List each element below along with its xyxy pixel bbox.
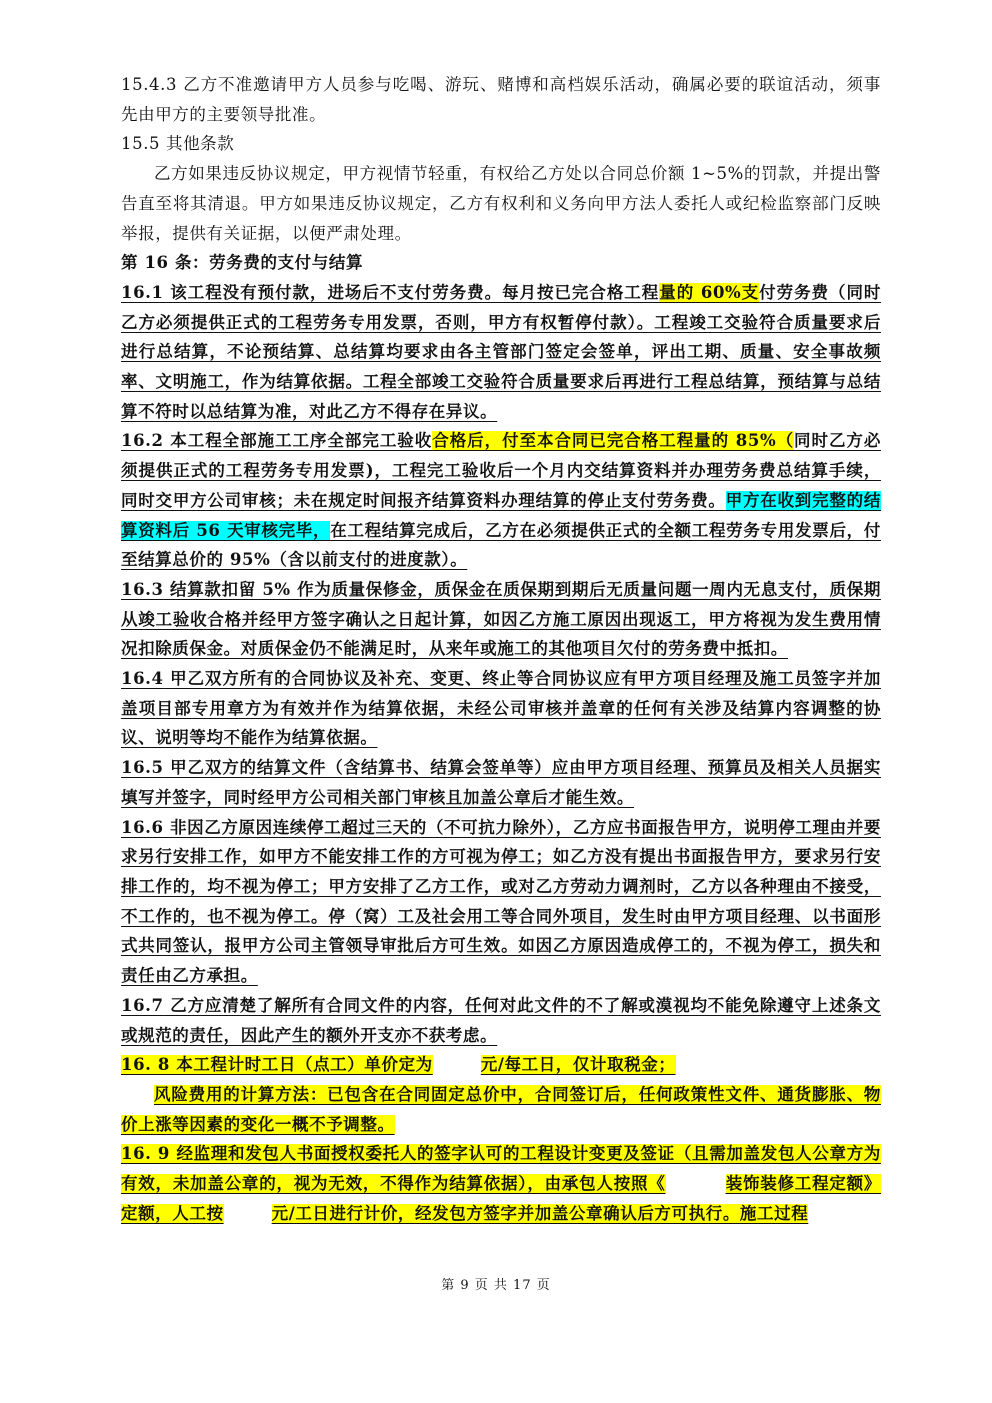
- clause-16-1-text-a: 16.1 该工程没有预付款，进场后不支付劳务费。每月按已完合格工程: [121, 282, 660, 302]
- article-16-title: 第 16 条：劳务费的支付与结算: [121, 253, 364, 273]
- clause-16-4-number: 16.4: [121, 669, 164, 689]
- clause-16-5-text: 甲乙双方的结算文件（含结算书、结算会签单等）应由甲方项目经理、预算员及相关人员据实填写并签字，同时经甲方公司相关部门审核且加盖公章后才能生效。: [121, 758, 881, 807]
- clause-16-8-text-b: 元/每工日，仅计取税金；: [480, 1055, 676, 1075]
- clause-16-2-text-c: 在工程结算完成后，乙方在必须提供正式的全额工程劳务专用发票后，付至结算总价的 95%（含以前支付的进度款）。: [121, 520, 881, 570]
- clause-16-5-number: 16.5: [121, 758, 164, 778]
- clause-16-9-text-c: 元/工日进行计价，经发包方签字并加盖公章确认后方可执行。施工过程: [271, 1203, 809, 1223]
- clause-16-1-text-b: 付劳务费（同时乙方必须提供正式的工程劳务专用发票，否则，甲方有权暂停付款）。工程竣工交验符合质量要求后进行总结算，不论预结算、总结算均要求由各主管部门签定会签单，评出工期、质量、安全事故频率、文明施工，作为结算依据。工程全部竣工交验符合质量要求后再进行工程总结算，预结算与总结算不符时以总结算为准，对此乙方不得存在异议。: [121, 282, 882, 421]
- clause-16-8: [121, 1050, 881, 1080]
- clause-16-2-highlight-cyan: 甲方在收到完整的结算资料后 56 天审核完毕，: [121, 490, 882, 540]
- clause-16-8-risk-text: 风险费用的计算方法：已包含在合同固定总价中，合同签订后，任何政策性文件、通货膨胀、物价上涨等因素的变化一概不予调整。: [121, 1084, 881, 1134]
- clause-16-9-text-a: 16. 9 经监理和发包人书面授权委托人的签字认可的工程设计变更及签证（且需加盖发包人公章方为有效，未加盖公章的，视为无效，不得作为结算依据），由承包人按照《: [121, 1144, 881, 1194]
- clause-16-2-text-a: 本工程全部施工工序全部完工验收: [163, 431, 433, 451]
- clause-16-7-number: 16.7: [121, 995, 164, 1015]
- clause-16-3-number: 16.3: [121, 579, 164, 599]
- clause-16-3: [121, 575, 881, 664]
- clause-16-6-number: 16.6: [121, 817, 164, 837]
- clause-16-7: [121, 991, 881, 1050]
- clause-15-4-3: 15.4.3 乙方不准邀请甲方人员参与吃喝、游玩、赌博和高档娱乐活动，确属必要的联谊活动，须事先由甲方的主要领导批准。: [121, 75, 881, 124]
- clause-16-1: [121, 278, 881, 427]
- page-footer: 第 9 页 共 17 页: [441, 1278, 551, 1293]
- clause-16-9-text-b: 装饰装修工程定额》定额，人工按: [121, 1174, 881, 1223]
- clause-16-8-text-a: 16. 8 本工程计时工日（点工）单价定为: [121, 1055, 433, 1075]
- clause-16-7-text: 乙方应清楚了解所有合同文件的内容，任何对此文件的不了解或漠视均不能免除遵守上述条文或规范的责任，因此产生的额外开支亦不获考虑。: [121, 995, 881, 1045]
- clause-15-5-body: 乙方如果违反协议规定，甲方视情节轻重，有权给乙方处以合同总价额 1~5%的罚款，并提出警告直至将其清退。甲方如果违反协议规定，乙方有权利和义务向甲方法人委托人或纪检监察部门反映举报，提供有关证据，以便严肃处理。: [121, 164, 881, 243]
- clause-16-2-highlight-yellow: 合格后，付至本合同已完合格工程量的 85%（: [432, 431, 795, 451]
- clause-16-5: [121, 753, 881, 812]
- clause-16-2: [121, 426, 881, 575]
- clause-16-1-highlight: 量的 60%支: [659, 282, 760, 302]
- document-body: [121, 70, 881, 1228]
- clause-16-9: [121, 1139, 881, 1228]
- clause-16-2-number: 16.2: [121, 431, 164, 451]
- clause-16-6: [121, 813, 881, 991]
- clause-16-6-text: 非因乙方原因连续停工超过三天的（不可抗力除外），乙方应书面报告甲方，说明停工理由并要求另行安排工作，如甲方不能安排工作的方可视为停工；如乙方没有提出书面报告甲方，要求另行安排工作的，均不视为停工；甲方安排了乙方工作，或对乙方劳动力调剂时，乙方以各种理由不接受，不工作的，也不视为停工。停（窝）工及社会用工等合同外项目，发生时由甲方项目经理、以书面形式共同签认，报甲方公司主管领导审批后方可生效。如因乙方原因造成停工的，不视为停工，损失和责任由乙方承担。: [121, 817, 881, 986]
- clause-15-5-title: 15.5 其他条款: [121, 134, 235, 154]
- clause-16-8-risk: [121, 1080, 881, 1139]
- clause-16-3-text: 结算款扣留 5% 作为质量保修金，质保金在质保期到期后无质量问题一周内无息支付，质保期从竣工验收合格并经甲方签字确认之日起计算，如因乙方施工原因出现返工，甲方将视为发生费用情况扣除质保金。对质保金仍不能满足时，从来年或施工的其他项目欠付的劳务费中抵扣。: [121, 579, 881, 659]
- clause-16-2-text-b: 同时乙方必须提供正式的工程劳务专用发票)，工程完工验收后一个月内交结算资料并办理劳务费总结算手续，同时交甲方公司审核；未在规定时间报齐结算资料办理结算的停止支付劳务费。: [121, 431, 881, 510]
- clause-16-4-text: 甲乙双方所有的合同协议及补充、变更、终止等合同协议应有甲方项目经理及施工员签字并加盖项目部专用章方为有效并作为结算依据，未经公司审核并盖章的任何有关涉及结算内容调整的协议、说明等均不能作为结算依据。: [121, 669, 881, 748]
- clause-16-4: [121, 664, 881, 753]
